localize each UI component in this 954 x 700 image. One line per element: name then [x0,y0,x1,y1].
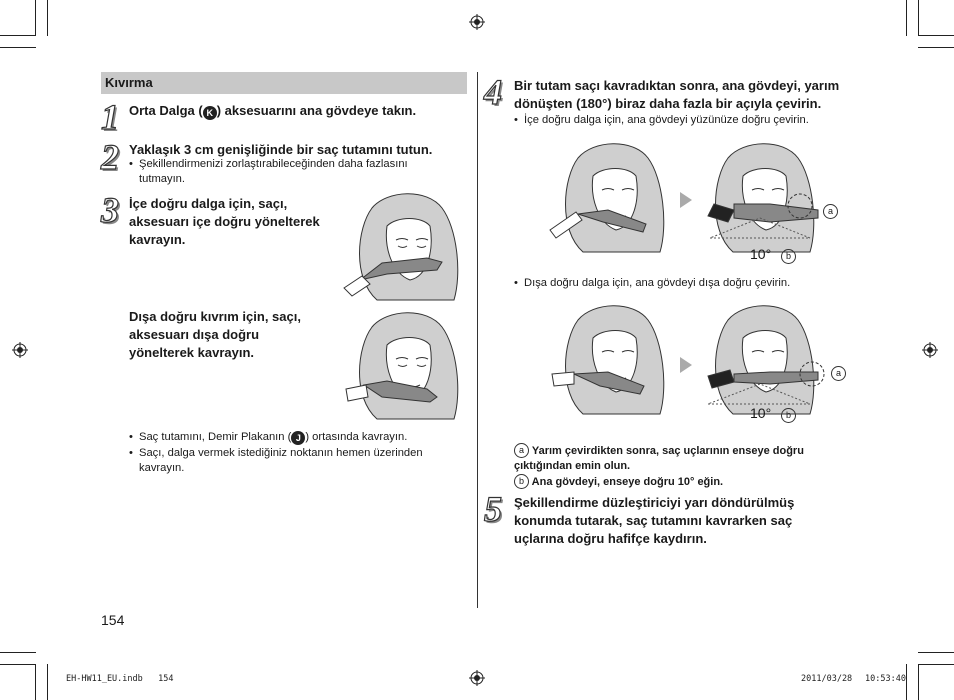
crop-mark [47,664,48,700]
step-number-2: 2 [101,137,119,177]
step-3-text: İçe doğru dalga için, saçı, aksesuarı içe doğru yönelterek kavrayın. [129,196,320,247]
attachment-k-icon: K [203,106,217,120]
illustration-outward-curl [342,307,464,423]
angle-label: 10° [750,405,772,421]
column-divider [477,72,478,608]
label-b: b [781,247,796,265]
label-a: a [831,364,846,382]
note-a: a Yarım çevirdikten sonra, saç uçlarının enseye doğru çıktığından emin olun. [514,445,804,472]
footer-time: 10:53:40 [865,674,906,684]
registration-mark-icon [12,342,28,358]
crop-mark [0,652,36,653]
section-header [101,72,467,94]
crop-mark [0,35,36,36]
registration-mark-icon [922,342,938,358]
illustration-outward-start [548,300,670,418]
step-2-text: Yaklaşık 3 cm genişliğinde bir saç tutamını tutun. [129,142,433,157]
note-b: b Ana gövdeyi, enseye doğru 10° eğin. [514,474,844,490]
page-number: 154 [101,612,125,628]
illustration-inward-start [548,138,670,256]
step-number-4: 4 [484,72,502,112]
crop-mark [47,0,48,36]
crop-mark [35,0,36,36]
label-b: b [781,406,796,424]
bullet-iron-plate: • Saç tutamını, Demir Plakanın ( J ) ortasında kavrayın. [129,430,469,445]
step-1-text: Orta Dalga ( K ) aksesuarını ana gövdeye takın. [129,103,417,118]
label-b-icon: b [514,474,529,489]
crop-mark [918,652,954,653]
crop-mark [35,664,36,700]
crop-mark [918,664,954,665]
crop-mark [918,47,954,48]
registration-mark-icon [469,670,485,686]
step-number-3: 3 [101,190,119,230]
registration-mark-icon [469,14,485,30]
arrow-right-icon [680,357,692,373]
iron-plate-j-icon: J [291,431,305,445]
arrow-right-icon [680,192,692,208]
footer-date: 2011/03/28 [801,674,853,684]
crop-mark [906,0,907,36]
crop-mark [0,664,36,665]
crop-mark [0,47,36,48]
footer-file: EH-HW11_EU.indb 154 [66,674,174,684]
bullet-grip-point: • Saçı, dalga vermek istediğiniz noktanın hemen üzerinden kavrayın. [129,446,459,476]
step-2-bullet: • Şekillendirmenizi zorlaştırabileceğinden daha fazlasını tutmayın. [129,157,449,187]
label-a: a [823,202,838,220]
step-number-1: 1 [101,97,119,137]
label-a-icon: a [514,443,529,458]
crop-mark [918,0,919,36]
step-number-5: 5 [484,489,502,529]
step-5-text: Şekillendirme düzleştiriciyi yarı döndürülmüş konumda tutarak, saç tutamını kavrarken saç uçlarına doğru hafifçe kaydırın. [514,495,795,546]
crop-mark [918,35,954,36]
step-3-text-outward: Dışa doğru kıvrım için, saçı, aksesuarı dışa doğru yönelterek kavrayın. [129,309,301,360]
step-4-text: Bir tutam saçı kavradıktan sonra, ana gövdeyi, yarım dönüşten (180°) biraz daha fazla bir açıyla çevirin. [514,78,840,111]
illustration-inward-curl [342,188,464,304]
crop-mark [906,664,907,700]
angle-label: 10° [750,246,772,262]
crop-mark [918,664,919,700]
section-title: Kıvırma [105,75,153,90]
step-4-bullet-outward: • Dışa doğru dalga için, ana gövdeyi dışa doğru çevirin. [514,276,884,291]
step-4-bullet-inward: • İçe doğru dalga için, ana gövdeyi yüzünüze doğru çevirin. [514,113,884,128]
